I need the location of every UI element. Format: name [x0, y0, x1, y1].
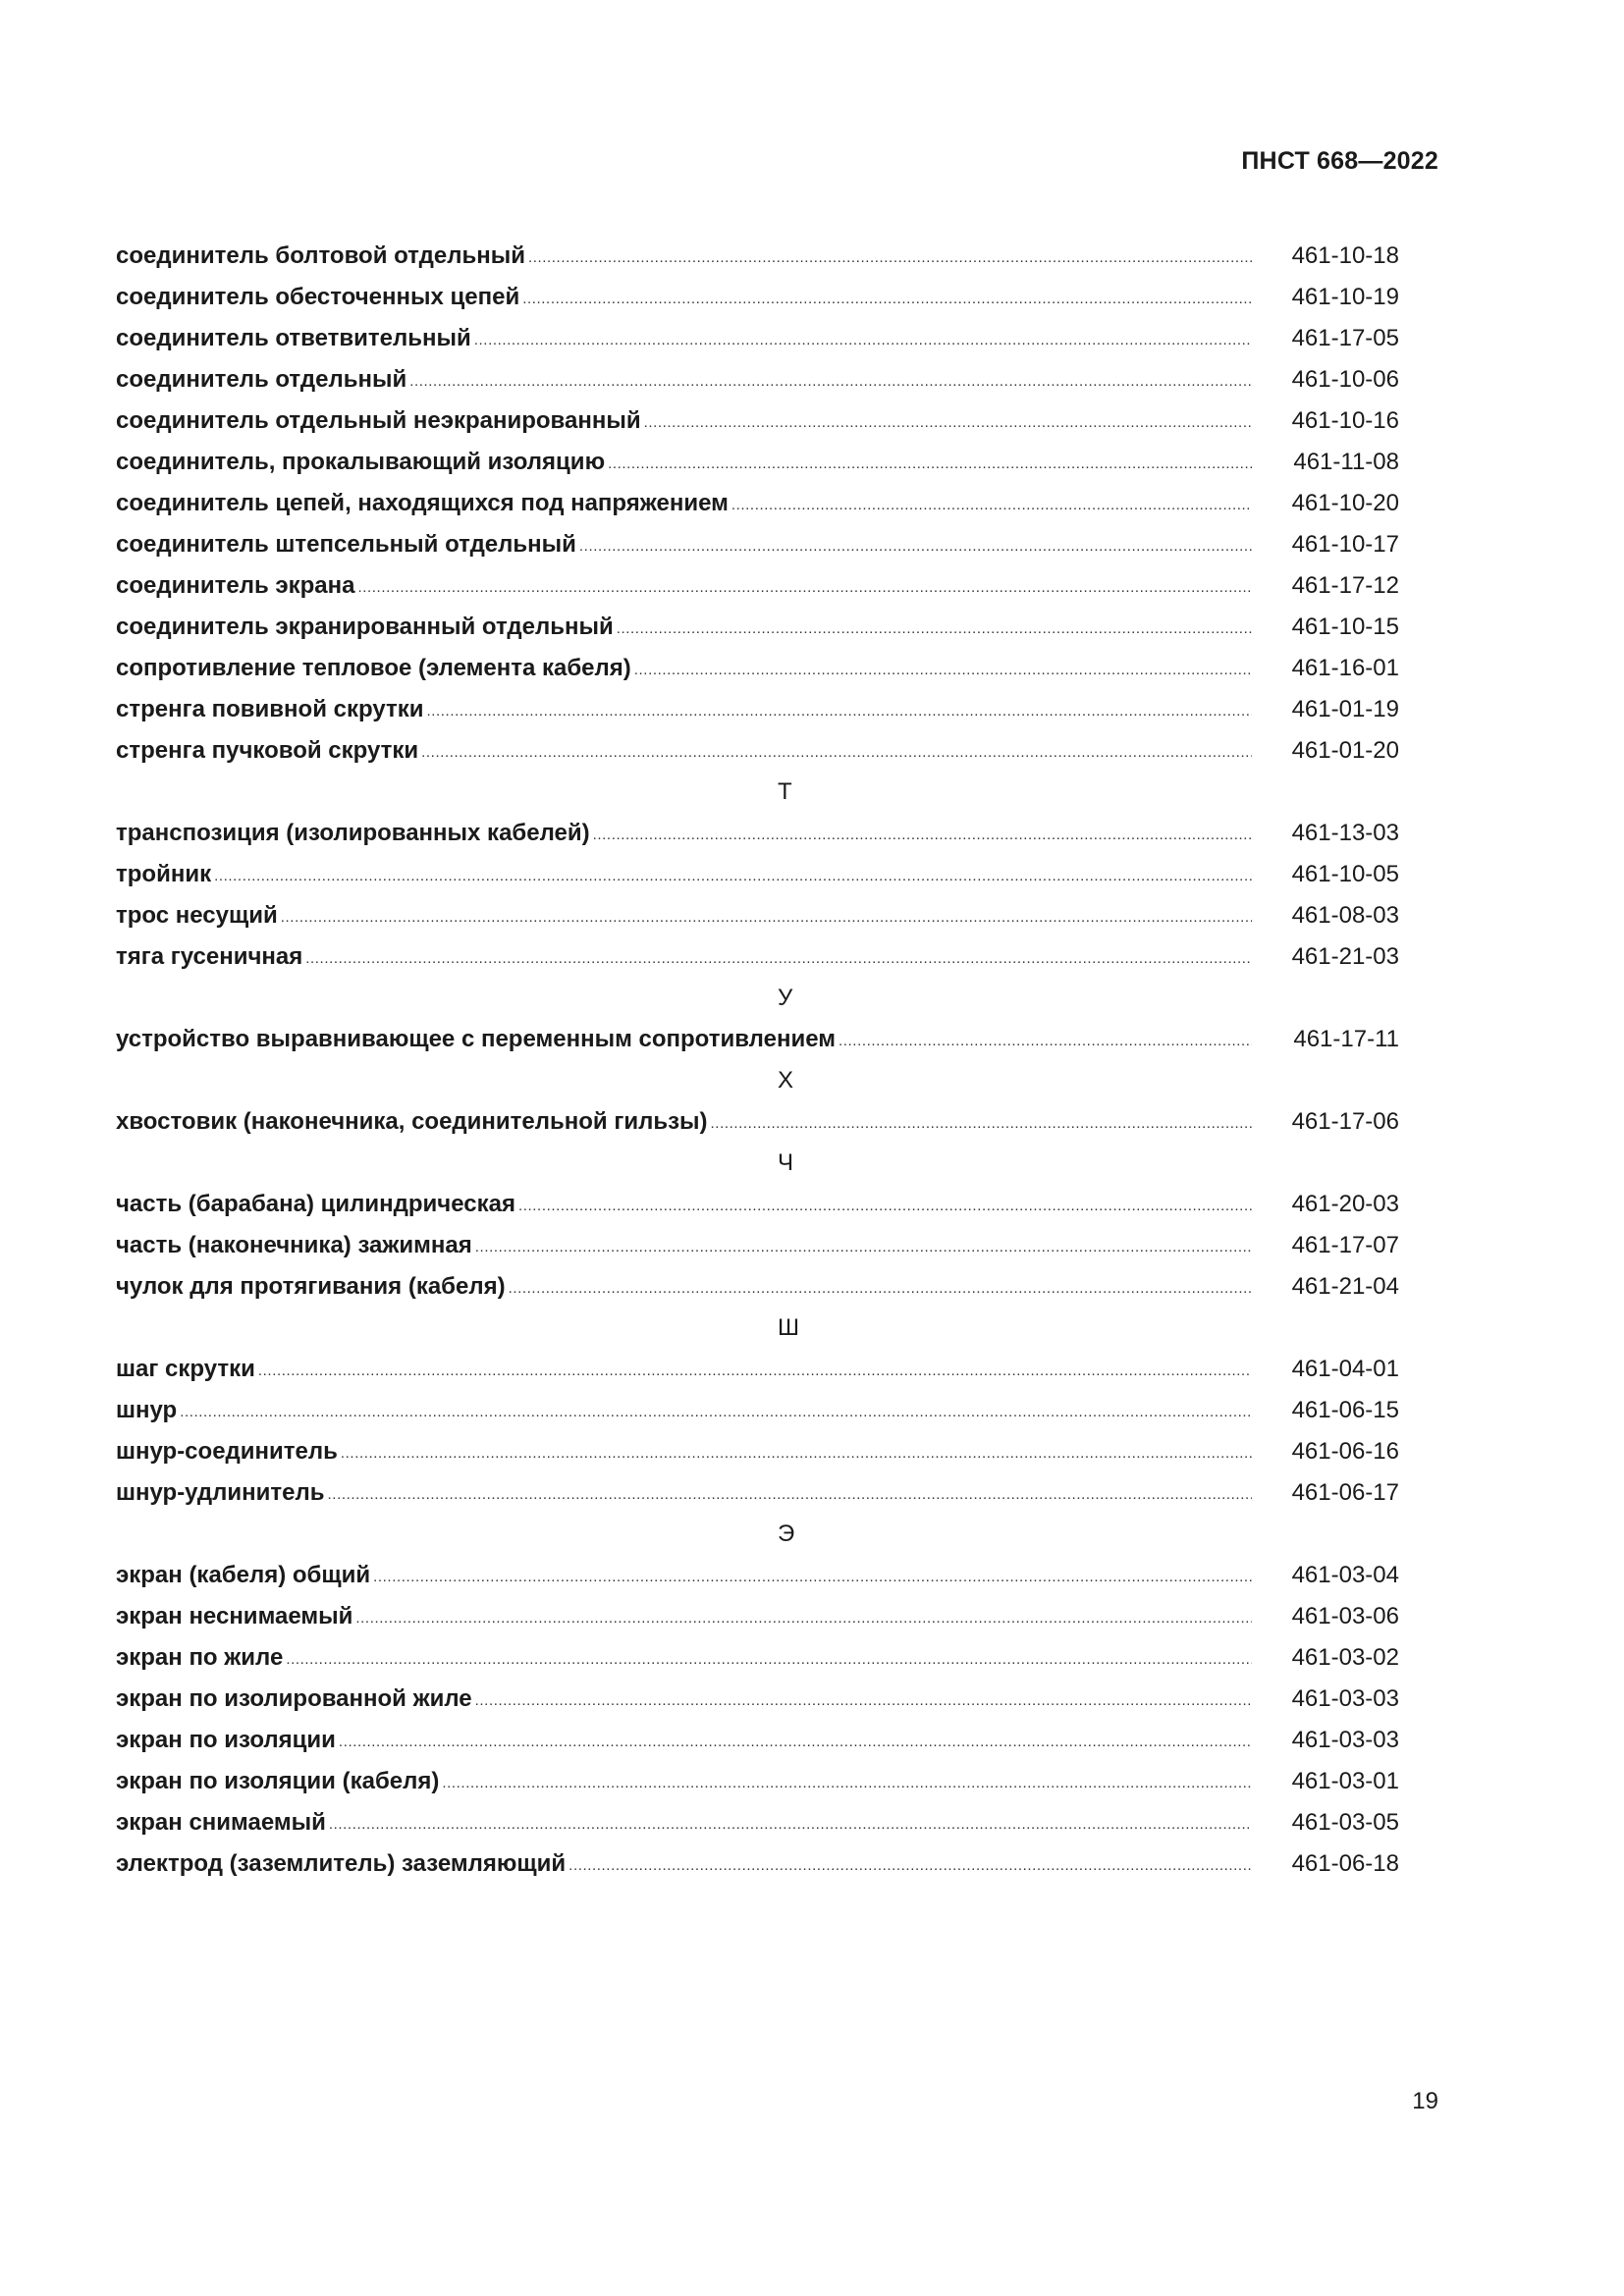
section-letter: Ч — [778, 1149, 793, 1176]
index-entry — [116, 854, 1410, 895]
dot-leader — [617, 620, 1252, 637]
term-reference-code: 461-01-20 — [1291, 737, 1399, 764]
index-term: трос несущий — [116, 902, 278, 929]
dot-leader — [281, 909, 1252, 926]
section-letter: У — [778, 985, 793, 1011]
entry-term-with-leader — [116, 1438, 1252, 1466]
index-entry — [116, 1472, 1410, 1514]
dot-leader — [608, 455, 1252, 472]
entry-term-with-leader — [116, 1562, 1252, 1589]
entry-term-with-leader — [116, 1397, 1252, 1424]
entry-term-with-leader — [116, 1026, 1252, 1053]
index-term: электрод (заземлитель) заземляющий — [116, 1850, 567, 1877]
index-entry — [116, 1555, 1410, 1596]
term-reference-code: 461-03-03 — [1291, 1685, 1399, 1712]
dot-leader — [328, 1486, 1252, 1503]
entry-term-with-leader — [116, 449, 1252, 476]
index-term: шнур — [116, 1397, 178, 1423]
index-term: тяга гусеничная — [116, 943, 303, 970]
index-entry — [116, 359, 1410, 400]
entry-term-with-leader — [116, 943, 1252, 971]
term-reference-code: 461-08-03 — [1291, 902, 1399, 929]
index-term: шнур-соединитель — [116, 1438, 338, 1465]
index-term: соединитель экранированный отдельный — [116, 614, 614, 640]
index-entry — [116, 1019, 1410, 1060]
term-reference-code: 461-17-05 — [1291, 325, 1399, 351]
index-term: соединитель ответвительный — [116, 325, 471, 351]
entry-term-with-leader — [116, 820, 1252, 847]
dot-leader — [286, 1651, 1252, 1668]
dot-leader — [409, 373, 1252, 390]
index-entry — [116, 1802, 1410, 1843]
dot-leader — [339, 1734, 1252, 1750]
index-term: экран по изоляции (кабеля) — [116, 1768, 440, 1794]
term-reference-code: 461-17-06 — [1291, 1108, 1399, 1135]
term-reference-code: 461-10-16 — [1291, 407, 1399, 434]
index-entry — [116, 565, 1410, 607]
dot-leader — [180, 1404, 1252, 1420]
term-reference-code: 461-10-06 — [1291, 366, 1399, 393]
dot-leader — [258, 1362, 1252, 1379]
dot-leader — [593, 827, 1252, 843]
term-reference-code: 461-03-03 — [1291, 1727, 1399, 1753]
index-term: шнур-удлинитель — [116, 1479, 325, 1506]
index-entry — [116, 1101, 1410, 1143]
index-term: соединитель отдельный — [116, 366, 407, 393]
index-entry — [116, 648, 1410, 689]
index-term: сопротивление тепловое (элемента кабеля) — [116, 655, 631, 681]
entry-term-with-leader — [116, 737, 1252, 765]
entry-term-with-leader — [116, 1809, 1252, 1837]
term-reference-code: 461-04-01 — [1291, 1356, 1399, 1382]
dot-leader — [475, 1692, 1252, 1709]
term-reference-code: 461-17-12 — [1291, 572, 1399, 599]
entry-term-with-leader — [116, 861, 1252, 888]
entry-term-with-leader — [116, 407, 1252, 435]
dot-leader — [579, 538, 1252, 555]
dot-leader — [644, 414, 1252, 431]
index-entry — [116, 1184, 1410, 1225]
index-entry — [116, 936, 1410, 978]
index-term: устройство выравнивающее с переменным сопротивлением — [116, 1026, 836, 1052]
term-reference-code: 461-06-16 — [1291, 1438, 1399, 1465]
entry-term-with-leader — [116, 1108, 1252, 1136]
entry-term-with-leader — [116, 242, 1252, 270]
term-reference-code: 461-20-03 — [1291, 1191, 1399, 1217]
term-reference-code: 461-06-18 — [1291, 1850, 1399, 1877]
term-reference-code: 461-03-02 — [1291, 1644, 1399, 1671]
index-entry — [116, 1596, 1410, 1637]
section-letter-heading — [0, 772, 1408, 813]
index-term: соединитель цепей, находящихся под напряжением — [116, 490, 729, 516]
index-term: соединитель обесточенных цепей — [116, 284, 520, 310]
index-entry — [116, 730, 1410, 772]
section-letter: Х — [778, 1067, 794, 1094]
dot-leader — [731, 497, 1252, 513]
dot-leader — [711, 1115, 1252, 1132]
entry-term-with-leader — [116, 1685, 1252, 1713]
entry-term-with-leader — [116, 1479, 1252, 1507]
dot-leader — [341, 1445, 1252, 1462]
dot-leader — [357, 579, 1252, 596]
index-term: экран снимаемый — [116, 1809, 326, 1836]
index-term: соединитель отдельный неэкранированный — [116, 407, 641, 434]
index-entry — [116, 1637, 1410, 1679]
entry-term-with-leader — [116, 1727, 1252, 1754]
term-reference-code: 461-21-04 — [1291, 1273, 1399, 1300]
index-term: транспозиция (изолированных кабелей) — [116, 820, 590, 846]
index-entry — [116, 895, 1410, 936]
entry-term-with-leader — [116, 1768, 1252, 1795]
term-reference-code: 461-06-15 — [1291, 1397, 1399, 1423]
entry-term-with-leader — [116, 325, 1252, 352]
term-reference-code: 461-17-11 — [1293, 1026, 1399, 1052]
term-reference-code: 461-10-15 — [1291, 614, 1399, 640]
entry-term-with-leader — [116, 284, 1252, 311]
term-reference-code: 461-03-01 — [1291, 1768, 1399, 1794]
index-entry — [116, 1720, 1410, 1761]
dot-leader — [509, 1280, 1252, 1297]
section-letter: Э — [778, 1521, 795, 1547]
index-entry — [116, 1225, 1410, 1266]
dot-leader — [568, 1857, 1252, 1874]
section-letter-heading — [0, 1060, 1408, 1101]
dot-leader — [355, 1610, 1252, 1627]
section-letter-heading — [0, 1143, 1408, 1184]
dot-leader — [634, 662, 1252, 678]
term-reference-code: 461-10-05 — [1291, 861, 1399, 887]
entry-term-with-leader — [116, 366, 1252, 394]
term-reference-code: 461-03-05 — [1291, 1809, 1399, 1836]
section-letter: Т — [778, 778, 792, 805]
term-reference-code: 461-10-19 — [1291, 284, 1399, 310]
term-reference-code: 461-13-03 — [1291, 820, 1399, 846]
index-term: соединитель болтовой отдельный — [116, 242, 525, 269]
section-letter-heading — [0, 978, 1408, 1019]
entry-term-with-leader — [116, 1273, 1252, 1301]
index-term: соединитель штепсельный отдельный — [116, 531, 576, 558]
alphabetical-term-index — [116, 236, 1410, 1885]
entry-term-with-leader — [116, 1191, 1252, 1218]
entry-term-with-leader — [116, 655, 1252, 682]
dot-leader — [442, 1775, 1252, 1791]
dot-leader — [214, 868, 1252, 884]
index-entry — [116, 524, 1410, 565]
term-reference-code: 461-10-17 — [1291, 531, 1399, 558]
index-term: часть (барабана) цилиндрическая — [116, 1191, 515, 1217]
dot-leader — [421, 744, 1252, 761]
term-reference-code: 461-21-03 — [1291, 943, 1399, 970]
index-entry — [116, 1431, 1410, 1472]
dot-leader — [373, 1569, 1252, 1585]
index-entry — [116, 236, 1410, 277]
index-term: экран по изоляции — [116, 1727, 336, 1753]
index-term: шаг скрутки — [116, 1356, 255, 1382]
index-entry — [116, 813, 1410, 854]
dot-leader — [518, 1198, 1252, 1214]
index-entry — [116, 483, 1410, 524]
index-term: хвостовик (наконечника, соединительной гильзы) — [116, 1108, 708, 1135]
index-entry — [116, 1761, 1410, 1802]
term-reference-code: 461-10-18 — [1291, 242, 1399, 269]
index-entry — [116, 1266, 1410, 1308]
index-entry — [116, 1349, 1410, 1390]
dot-leader — [528, 249, 1252, 266]
index-term: соединитель, прокалывающий изоляцию — [116, 449, 606, 475]
entry-term-with-leader — [116, 1644, 1252, 1672]
entry-term-with-leader — [116, 614, 1252, 641]
section-letter-heading — [0, 1308, 1408, 1349]
term-reference-code: 461-03-04 — [1291, 1562, 1399, 1588]
term-reference-code: 461-16-01 — [1291, 655, 1399, 681]
entry-term-with-leader — [116, 902, 1252, 930]
dot-leader — [329, 1816, 1252, 1833]
dot-leader — [839, 1033, 1252, 1049]
index-entry — [116, 400, 1410, 442]
dot-leader — [475, 1239, 1252, 1255]
page-number: 19 — [1412, 2088, 1438, 2114]
index-entry — [116, 607, 1410, 648]
index-term: стренга пучковой скрутки — [116, 737, 419, 764]
index-entry — [116, 689, 1410, 730]
index-entry — [116, 442, 1410, 483]
index-entry — [116, 1843, 1410, 1885]
index-term: экран по жиле — [116, 1644, 284, 1671]
term-reference-code: 461-17-07 — [1291, 1232, 1399, 1258]
entry-term-with-leader — [116, 696, 1252, 723]
term-reference-code: 461-06-17 — [1291, 1479, 1399, 1506]
index-term: экран по изолированной жиле — [116, 1685, 472, 1712]
index-entry — [116, 318, 1410, 359]
index-term: экран неснимаемый — [116, 1603, 353, 1629]
index-term: экран (кабеля) общий — [116, 1562, 371, 1588]
entry-term-with-leader — [116, 1603, 1252, 1630]
index-term: часть (наконечника) зажимная — [116, 1232, 472, 1258]
section-letter: Ш — [778, 1314, 799, 1341]
index-entry — [116, 1390, 1410, 1431]
dot-leader — [305, 950, 1252, 967]
index-entry — [116, 1679, 1410, 1720]
dot-leader — [522, 291, 1252, 307]
term-reference-code: 461-01-19 — [1291, 696, 1399, 722]
index-term: стренга повивной скрутки — [116, 696, 424, 722]
entry-term-with-leader — [116, 572, 1252, 600]
index-entry — [116, 277, 1410, 318]
index-term: тройник — [116, 861, 212, 887]
dot-leader — [474, 332, 1252, 348]
term-reference-code: 461-11-08 — [1293, 449, 1399, 475]
index-term: чулок для протягивания (кабеля) — [116, 1273, 506, 1300]
entry-term-with-leader — [116, 1356, 1252, 1383]
index-term: соединитель экрана — [116, 572, 355, 599]
document-id-header: ПНСТ 668—2022 — [1241, 147, 1438, 175]
entry-term-with-leader — [116, 490, 1252, 517]
dot-leader — [426, 703, 1252, 720]
entry-term-with-leader — [116, 1850, 1252, 1878]
section-letter-heading — [0, 1514, 1408, 1555]
term-reference-code: 461-10-20 — [1291, 490, 1399, 516]
entry-term-with-leader — [116, 1232, 1252, 1259]
term-reference-code: 461-03-06 — [1291, 1603, 1399, 1629]
entry-term-with-leader — [116, 531, 1252, 559]
